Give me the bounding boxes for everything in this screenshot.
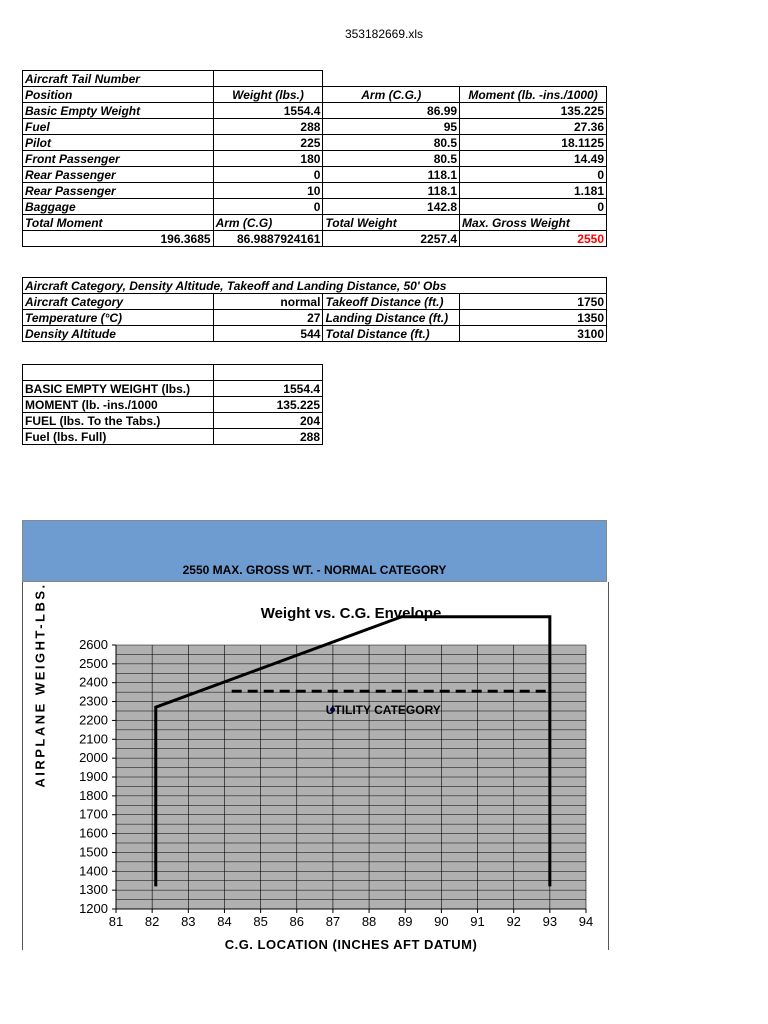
table-row (23, 167, 607, 183)
file-title: 353182669.xls (344, 27, 424, 41)
row-value[interactable]: 544 (213, 326, 323, 342)
table-row (23, 151, 607, 167)
row-value[interactable]: 95 (323, 119, 460, 135)
row-value[interactable]: 1.181 (460, 183, 607, 199)
chart-header-text: 2550 MAX. GROSS WT. - NORMAL CATEGORY (182, 563, 447, 577)
performance-table (22, 277, 607, 342)
row-value[interactable]: 118.1 (323, 167, 460, 183)
row-value[interactable]: 80.5 (323, 135, 460, 151)
total-moment-value[interactable]: 196.3685 (23, 231, 214, 247)
row-value[interactable]: 225 (213, 135, 323, 151)
x-tick-label: 93 (542, 914, 558, 929)
row-value[interactable]: 1750 (460, 294, 607, 310)
row-label: Total Distance (ft.) (323, 326, 460, 342)
weight-cg-chart (22, 520, 607, 950)
chart-y-axis-label: AIRPLANE WEIGHT-LBS. (32, 582, 48, 788)
table-row (23, 103, 607, 119)
chart-title: Weight vs. C.G. Envelope (260, 605, 442, 622)
row-label: Fuel (lbs. Full) (23, 429, 214, 445)
row-label: Basic Empty Weight (23, 103, 214, 119)
table-row (23, 429, 323, 445)
row-value[interactable]: 142.8 (323, 199, 460, 215)
total-weight-label: Total Weight (323, 215, 460, 231)
max-gross-value[interactable]: 2550 (460, 231, 607, 247)
row-value[interactable]: 10 (213, 183, 323, 199)
y-tick-label: 1400 (79, 863, 108, 879)
row-value[interactable]: 1350 (460, 310, 607, 326)
x-tick-label: 87 (325, 914, 341, 929)
row-value[interactable]: 180 (213, 151, 323, 167)
row-label: Landing Distance (ft.) (323, 310, 460, 326)
basics-header-cell (213, 365, 322, 381)
row-value[interactable]: 204 (213, 413, 322, 429)
row-label: Rear Passenger (23, 167, 214, 183)
table-row (23, 119, 607, 135)
row-value[interactable]: 288 (213, 119, 323, 135)
header-cell: Moment (lb. -ins./1000) (460, 87, 607, 103)
y-tick-label: 1200 (79, 901, 108, 916)
row-label: Rear Passenger (23, 183, 214, 199)
row-value[interactable]: 288 (213, 429, 322, 445)
y-tick-label: 2200 (79, 712, 108, 728)
header-cell: Position (23, 87, 214, 103)
table-row (23, 310, 607, 326)
table-row (23, 413, 323, 429)
y-tick-label: 2600 (79, 637, 108, 652)
weight-balance-table (22, 70, 607, 247)
totals-value-row (23, 231, 607, 247)
row-value[interactable]: 18.1125 (460, 135, 607, 151)
y-tick-label: 2000 (79, 750, 108, 766)
x-tick-label: 89 (397, 914, 413, 929)
tail-empty (323, 71, 607, 87)
x-tick-label: 86 (289, 914, 305, 929)
max-gross-label: Max. Gross Weight (460, 215, 607, 231)
x-tick-label: 92 (506, 914, 521, 929)
y-tick-label: 1600 (79, 825, 108, 841)
totals-label-row (23, 215, 607, 231)
header-row (23, 87, 607, 103)
basics-header-row (23, 365, 323, 381)
y-tick-label: 1300 (79, 882, 108, 898)
row-value[interactable]: 3100 (460, 326, 607, 342)
y-tick-label: 2500 (79, 655, 108, 671)
row-value[interactable]: 0 (213, 167, 323, 183)
basics-header-cell (23, 365, 214, 381)
y-tick-label: 1900 (79, 769, 108, 784)
y-tick-label: 2300 (79, 693, 108, 709)
chart-svg (22, 520, 607, 950)
row-value[interactable]: 0 (460, 167, 607, 183)
total-weight-value[interactable]: 2257.4 (323, 231, 460, 247)
header-cell: Arm (C.G.) (323, 87, 460, 103)
table-row (23, 326, 607, 342)
x-tick-label: 94 (578, 914, 594, 929)
x-tick-label: 82 (144, 914, 160, 929)
tail-number-row (23, 71, 607, 87)
y-tick-label: 2400 (79, 674, 108, 690)
row-label: MOMENT (lb. -ins./1000 (23, 397, 214, 413)
total-arm-value[interactable]: 86.9887924161 (213, 231, 323, 247)
row-value[interactable]: 14.49 (460, 151, 607, 167)
table-row (23, 294, 607, 310)
x-tick-label: 91 (470, 914, 485, 929)
row-label: Pilot (23, 135, 214, 151)
y-tick-label: 1700 (79, 806, 108, 822)
y-tick-label: 1800 (79, 787, 108, 803)
performance-title-row (23, 278, 607, 294)
row-value[interactable]: 27 (213, 310, 323, 326)
row-label: BASIC EMPTY WEIGHT (lbs.) (23, 381, 214, 397)
y-tick-label: 1500 (79, 844, 108, 860)
row-label: Baggage (23, 199, 214, 215)
table-row (23, 135, 607, 151)
chart-x-axis-label: C.G. LOCATION (INCHES AFT DATUM) (224, 937, 478, 952)
row-label: Front Passenger (23, 151, 214, 167)
table-row (23, 199, 607, 215)
row-value[interactable]: 1554.4 (213, 381, 322, 397)
table-row (23, 183, 607, 199)
x-tick-label: 83 (181, 914, 196, 929)
table-row (23, 397, 323, 413)
row-value[interactable]: 135.225 (460, 103, 607, 119)
basics-table (22, 364, 323, 445)
row-label: Density Altitude (23, 326, 214, 342)
row-label: FUEL (lbs. To the Tabs.) (23, 413, 214, 429)
row-label: Takeoff Distance (ft.) (323, 294, 460, 310)
x-tick-label: 81 (108, 914, 124, 929)
row-value[interactable]: 86.99 (323, 103, 460, 119)
tail-number-label: Aircraft Tail Number (23, 71, 214, 87)
row-value[interactable]: 118.1 (323, 183, 460, 199)
row-label: Fuel (23, 119, 214, 135)
row-value[interactable]: 0 (460, 199, 607, 215)
total-arm-label: Arm (C.G) (213, 215, 323, 231)
utility-category-label: UTILITY CATEGORY (325, 703, 441, 718)
tail-number-input[interactable] (213, 71, 323, 87)
row-label: Aircraft Category (23, 294, 214, 310)
x-tick-label: 90 (434, 914, 449, 929)
x-tick-label: 85 (253, 914, 268, 929)
performance-title: Aircraft Category, Density Altitude, Takeoff and Landing Distance, 50' Obs (23, 278, 607, 294)
row-value[interactable]: normal (213, 294, 323, 310)
row-value[interactable]: 27.36 (460, 119, 607, 135)
total-moment-label: Total Moment (23, 215, 214, 231)
row-value[interactable]: 1554.4 (213, 103, 323, 119)
header-cell: Weight (lbs.) (213, 87, 323, 103)
y-tick-label: 2100 (79, 731, 108, 747)
row-label: Temperature (°C) (23, 310, 214, 326)
row-value[interactable]: 80.5 (323, 151, 460, 167)
x-tick-label: 88 (361, 914, 377, 929)
row-value[interactable]: 135.225 (213, 397, 322, 413)
x-tick-label: 84 (217, 914, 232, 929)
table-row (23, 381, 323, 397)
row-value[interactable]: 0 (213, 199, 323, 215)
